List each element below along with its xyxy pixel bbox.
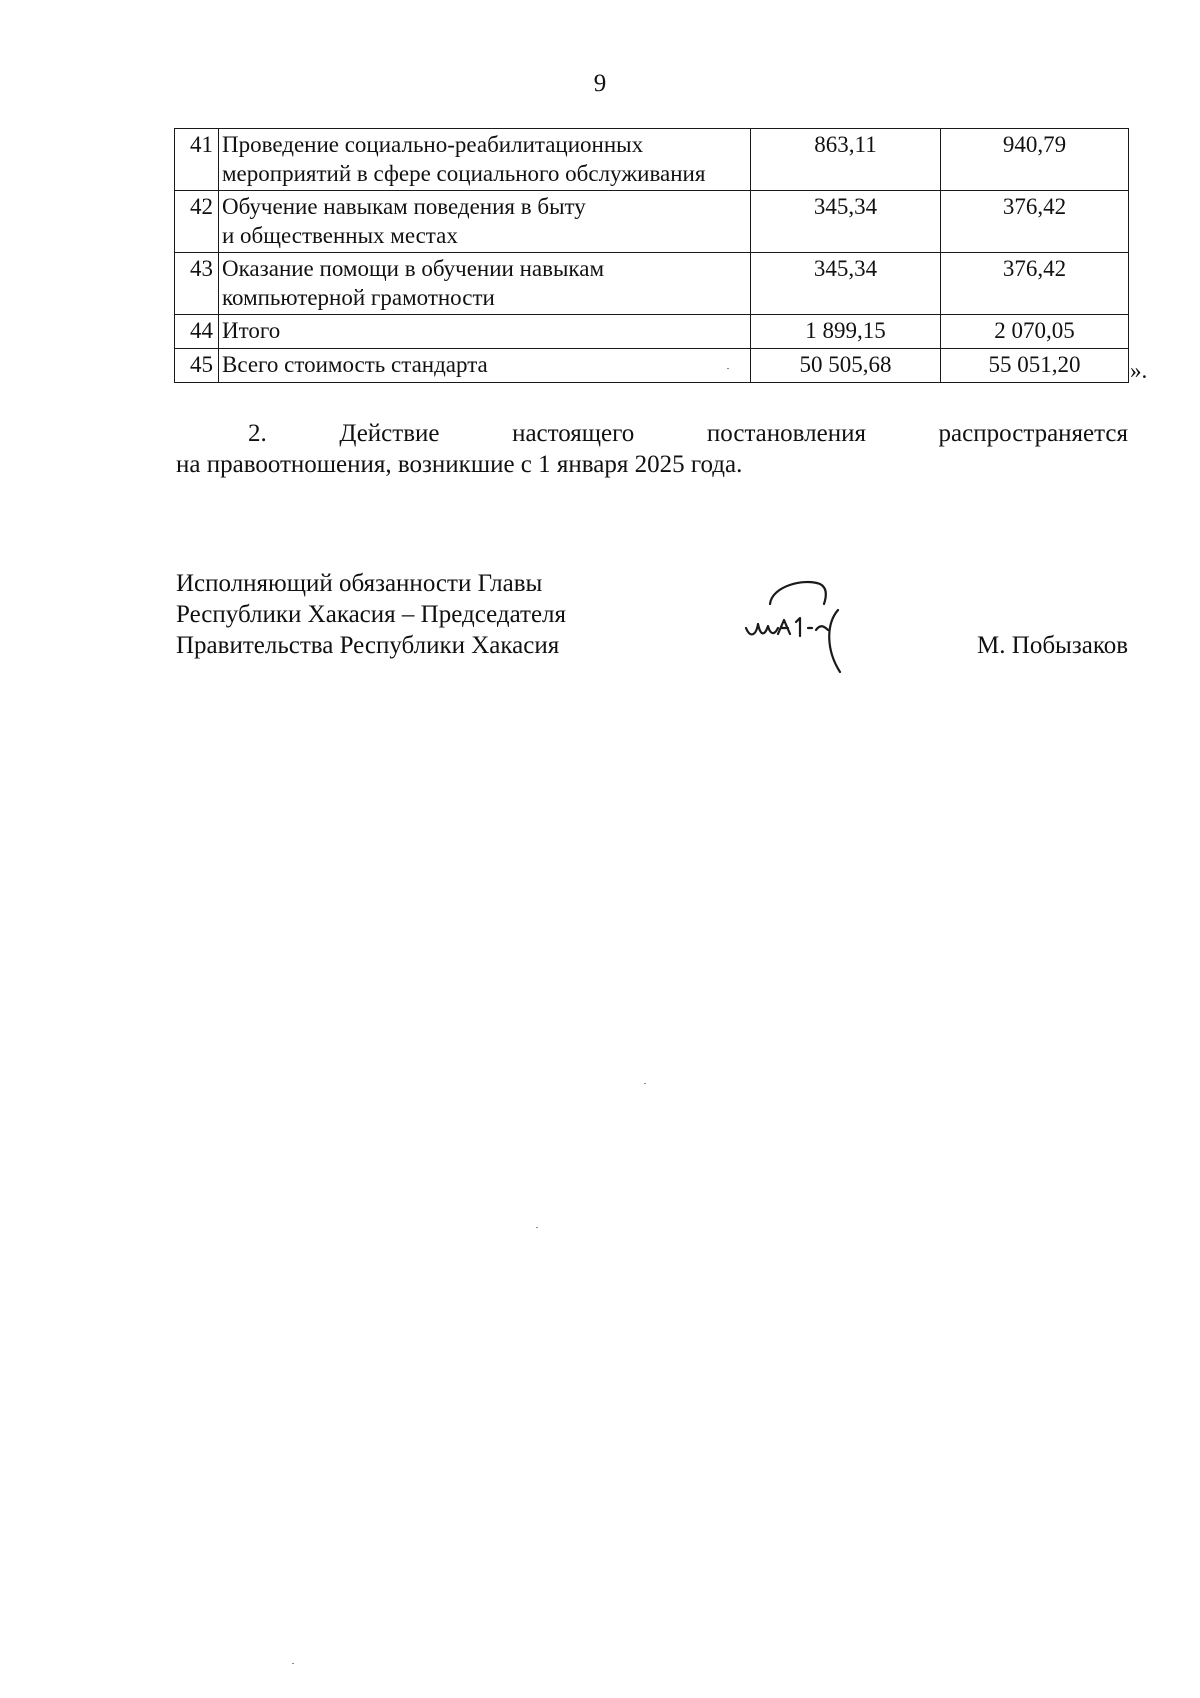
table-row [175,315,1129,349]
row-value-1: 345,34 [751,191,941,253]
row-number: 43 [175,253,219,315]
signatory-title-line: Республики Хакасия – Председателя [176,601,567,628]
row-name: Всего стоимость стандарта [219,349,751,383]
table-row [175,129,1129,191]
paragraph-line-2: на правоотношения, возникшие с 1 января 2025 года. [176,451,743,478]
row-value-1: 50 505,68 [751,349,941,383]
table-row [175,349,1129,383]
paragraph-word: постановления [706,420,866,447]
row-name [219,191,751,253]
scan-speck [292,1663,294,1664]
row-value-2: 376,42 [941,253,1129,315]
row-number: 42 [175,191,219,253]
effective-date-paragraph [176,418,1128,480]
closing-quote: ». [1130,358,1148,383]
row-value-2: 376,42 [941,191,1129,253]
row-number: 45 [175,349,219,383]
row-name [219,253,751,315]
row-name-line: Оказание помощи в обучении навыкам [222,256,605,281]
paragraph-word: 2. [248,420,267,447]
signer-name: М. Побызаков [977,632,1128,659]
handwritten-signature-icon [742,572,872,682]
row-value-1: 345,34 [751,253,941,315]
row-value-2: 55 051,20 [941,349,1129,383]
cost-table [174,128,1129,383]
scan-speck [727,368,729,369]
signatory-title [176,568,566,661]
row-value-1: 863,11 [751,129,941,191]
scan-speck [536,1227,538,1228]
signatory-title-line: Правительства Республики Хакасия [176,632,560,659]
row-name-line: компьютерной грамотности [222,285,495,310]
row-name: Итого [219,315,751,349]
row-name-line: Проведение социально-реабилитационных [222,132,644,157]
row-value-2: 940,79 [941,129,1129,191]
page-number: 9 [593,70,607,97]
row-name-line: и общественных местах [222,223,458,248]
row-name-line: мероприятий в сфере социального обслуживания [222,161,706,186]
row-number: 44 [175,315,219,349]
signatory-title-line: Исполняющий обязанности Главы [176,570,543,597]
table-row [175,191,1129,253]
scan-speck [644,1083,646,1084]
row-value-2: 2 070,05 [941,315,1129,349]
row-number: 41 [175,129,219,191]
row-name [219,129,751,191]
paragraph-line-1 [176,418,1128,449]
row-name-line: Обучение навыкам поведения в быту [222,194,586,219]
table-row [175,253,1129,315]
paragraph-word: Действие [339,420,440,447]
paragraph-word: распространяется [938,420,1128,447]
paragraph-word: настоящего [512,420,635,447]
row-value-1: 1 899,15 [751,315,941,349]
